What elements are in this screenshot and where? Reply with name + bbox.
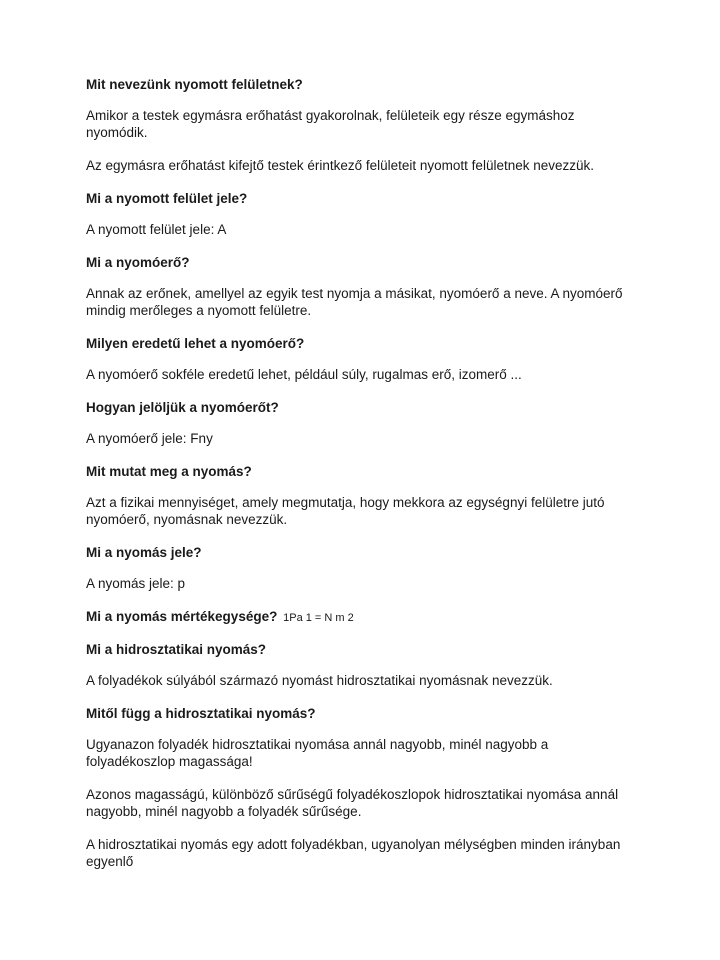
answer-paragraph: Azonos magasságú, különböző sűrűségű folyadékoszlopok hidrosztatikai nyomása annál nagyobb, minél nagyobb a folyadék sűrűsége. [86, 787, 619, 819]
answer-paragraph: A folyadékok súlyából származó nyomást hidrosztatikai nyomásnak nevezzük. [86, 673, 553, 688]
answer-paragraph: Az egymásra erőhatást kifejtő testek érintkező felületeit nyomott felületnek nevezzük. [86, 158, 595, 173]
question-heading: Mi a nyomott felület jele? [86, 191, 248, 206]
question-heading: Milyen eredetű lehet a nyomóerő? [86, 336, 305, 351]
document-body [86, 76, 626, 886]
answer-paragraph: A nyomott felület jele: A [86, 222, 227, 237]
question-heading: Mi a nyomás jele? [86, 545, 202, 560]
answer-paragraph: Annak az erőnek, amellyel az egyik test nyomja a másikat, nyomóerő a neve. A nyomóerő mindig merőleges a nyomott felületre. [86, 286, 623, 318]
answer-paragraph: A nyomóerő jele: Fny [86, 431, 213, 446]
answer-paragraph: Azt a fizikai mennyiséget, amely megmutatja, hogy mekkora az egységnyi felületre jutó nyomóerő, nyomásnak nevezzük. [86, 495, 605, 527]
question-heading: Mi a hidrosztatikai nyomás? [86, 642, 267, 657]
question-heading: Mit nevezünk nyomott felületnek? [86, 77, 303, 92]
unit-formula: 1Pa 1 = N m 2 [283, 612, 354, 624]
question-heading-with-formula [86, 608, 626, 627]
answer-paragraph: Ugyanazon folyadék hidrosztatikai nyomása annál nagyobb, minél nagyobb a folyadékoszlop magassága! [86, 737, 549, 769]
answer-paragraph: A nyomás jele: p [86, 576, 186, 591]
question-heading: Hogyan jelöljük a nyomóerőt? [86, 400, 279, 415]
question-heading: Mi a nyomóerő? [86, 255, 190, 270]
question-heading-text: Mi a nyomás mértékegysége? [86, 609, 278, 624]
answer-paragraph: Amikor a testek egymásra erőhatást gyakorolnak, felületeik egy része egymáshoz nyomódik. [86, 108, 575, 140]
question-heading: Mit mutat meg a nyomás? [86, 464, 252, 479]
answer-paragraph: A hidrosztatikai nyomás egy adott folyadékban, ugyanolyan mélységben minden irányban egyenlő [86, 837, 621, 869]
question-heading: Mitől függ a hidrosztatikai nyomás? [86, 706, 316, 721]
answer-paragraph: A nyomóerő sokféle eredetű lehet, például súly, rugalmas erő, izomerő ... [86, 367, 522, 382]
